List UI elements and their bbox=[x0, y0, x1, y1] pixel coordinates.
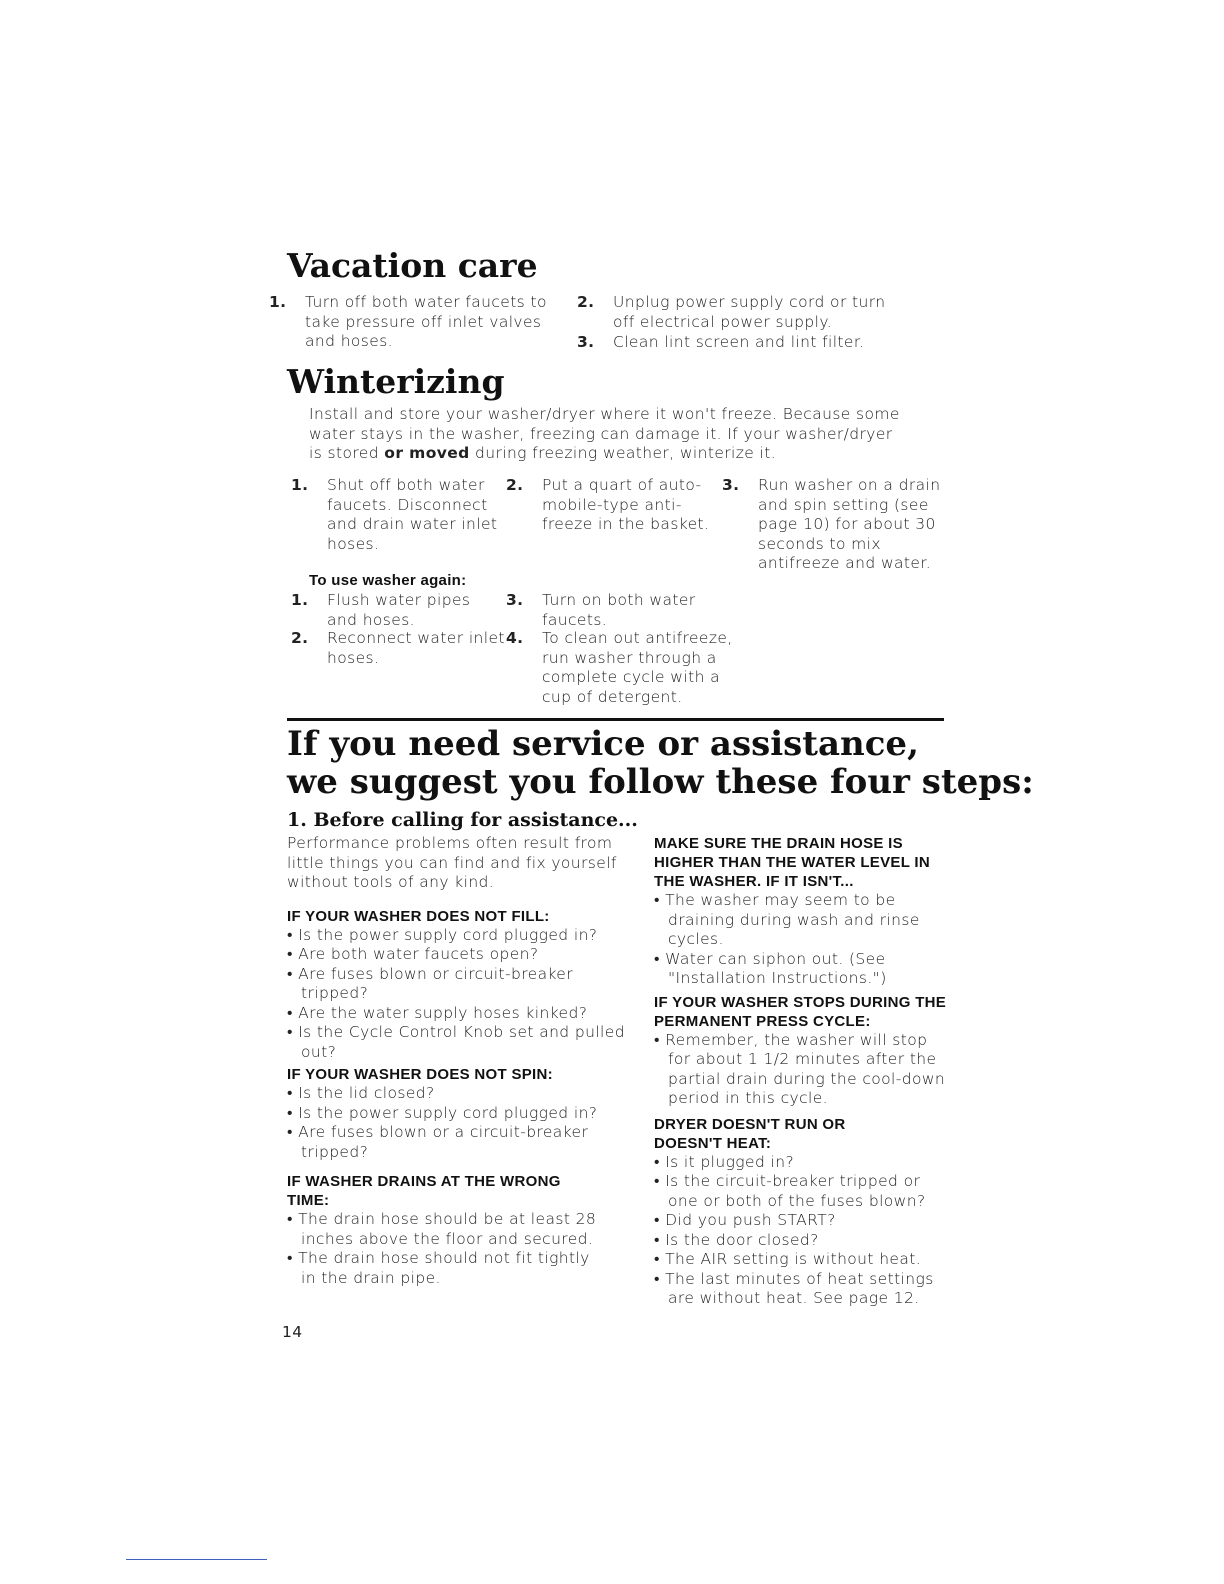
vacation-item-2: 2. Unplug power supply cord or turn off electrical power supply. bbox=[577, 293, 886, 331]
drains-wrong-time-heading: IF WASHER DRAINS AT THE WRONG TIME: bbox=[287, 1173, 561, 1209]
list-item: • Is the door closed? bbox=[654, 1231, 949, 1251]
list-item: • The AIR setting is without heat. bbox=[654, 1250, 949, 1270]
list-item: • Are fuses blown or a circuit-breaker tripped? bbox=[287, 1123, 642, 1162]
winterizing-intro: Install and store your washer/dryer where it won't freeze. Because some water stays in the washer, freezing can damage it. If your washer/dryer is stored or moved during freezing weather, winterize it. bbox=[309, 405, 900, 462]
winterizing-step-2: 2. Put a quart of auto-mobile-type anti-freeze in the basket. bbox=[506, 476, 710, 533]
no-fill-list bbox=[287, 926, 642, 1063]
no-spin-heading: IF YOUR WASHER DOES NOT SPIN: bbox=[287, 1066, 553, 1083]
reuse-step-1: 1. Flush water pipes and hoses. bbox=[291, 591, 471, 629]
list-item: • Is the lid closed? bbox=[287, 1084, 642, 1104]
vacation-care-title: Vacation care bbox=[287, 246, 538, 285]
no-spin-list bbox=[287, 1084, 642, 1162]
service-title-line-2: we suggest you follow these four steps: bbox=[287, 762, 1034, 802]
list-item: • The drain hose should be at least 28 inches above the floor and secured. bbox=[287, 1210, 607, 1249]
list-item: • Did you push START? bbox=[654, 1211, 949, 1231]
stops-permanent-press-heading: IF YOUR WASHER STOPS DURING THE PERMANENT PRESS CYCLE: bbox=[654, 993, 947, 1030]
list-item: • Is it plugged in? bbox=[654, 1153, 949, 1173]
list-item: • The last minutes of heat settings are without heat. See page 12. bbox=[654, 1270, 949, 1309]
dryer-list bbox=[654, 1153, 949, 1309]
winterizing-step-1: 1. Shut off both water faucets. Disconnect and drain water inlet hoses. bbox=[291, 476, 498, 553]
list-item: • The washer may seem to be draining during wash and rinse cycles. bbox=[654, 891, 949, 950]
left-column bbox=[287, 834, 642, 1288]
service-title-line-1: If you need service or assistance, bbox=[287, 724, 919, 764]
drain-hose-list bbox=[654, 891, 949, 989]
list-item: • Is the circuit-breaker tripped or one or both of the fuses blown? bbox=[654, 1172, 949, 1211]
reuse-step-4: 4. To clean out antifreeze, run washer through a complete cycle with a cup of detergent. bbox=[506, 629, 733, 706]
reuse-heading: To use washer again: bbox=[309, 572, 467, 589]
list-item: • Remember, the washer will stop for about 1 1/2 minutes after the partial drain during the cool-down period in this cycle. bbox=[654, 1031, 949, 1109]
list-item: • Are fuses blown or circuit-breaker tripped? bbox=[287, 965, 642, 1004]
step1-intro: Performance problems often result from little things you can find and fix yourself without tools of any kind. bbox=[287, 834, 617, 891]
list-item: • Is the power supply cord plugged in? bbox=[287, 1104, 642, 1124]
no-fill-heading: IF YOUR WASHER DOES NOT FILL: bbox=[287, 907, 550, 925]
drains-wrong-time-list bbox=[287, 1210, 607, 1288]
drain-hose-heading: MAKE SURE THE DRAIN HOSE IS HIGHER THAN THE WATER LEVEL IN THE WASHER. IF IT ISN'T... bbox=[654, 835, 930, 890]
list-item: • Is the power supply cord plugged in? bbox=[287, 926, 642, 946]
vacation-item-1: 1. Turn off both water faucets to take pressure off inlet valves and hoses. bbox=[269, 293, 547, 350]
list-item: • Water can siphon out. (See "Installation Instructions.") bbox=[654, 950, 949, 989]
list-item: • Are both water faucets open? bbox=[287, 945, 642, 965]
list-item: • Is the Cycle Control Knob set and pulled out? bbox=[287, 1023, 642, 1062]
winterizing-title: Winterizing bbox=[287, 362, 505, 401]
winterizing-step-3: 3. Run washer on a drain and spin setting (see page 10) for about 30 seconds to mix antifreeze and water. bbox=[722, 476, 941, 572]
list-item: • The drain hose should not fit tightly in the drain pipe. bbox=[287, 1249, 607, 1288]
vacation-item-3: 3. Clean lint screen and lint filter. bbox=[577, 333, 865, 351]
reuse-step-2: 2. Reconnect water inlet hoses. bbox=[291, 629, 505, 667]
step1-title: 1. Before calling for assistance... bbox=[287, 809, 638, 831]
page-number: 14 bbox=[282, 1323, 303, 1341]
stops-permanent-press-list bbox=[654, 1031, 949, 1109]
list-item: • Are the water supply hoses kinked? bbox=[287, 1004, 642, 1024]
footer-line bbox=[126, 1559, 267, 1560]
reuse-step-3: 3. Turn on both water faucets. bbox=[506, 591, 696, 629]
section-divider bbox=[287, 718, 944, 721]
right-column bbox=[654, 834, 949, 1309]
dryer-heading: DRYER DOESN'T RUN OR DOESN'T HEAT: bbox=[654, 1115, 846, 1152]
